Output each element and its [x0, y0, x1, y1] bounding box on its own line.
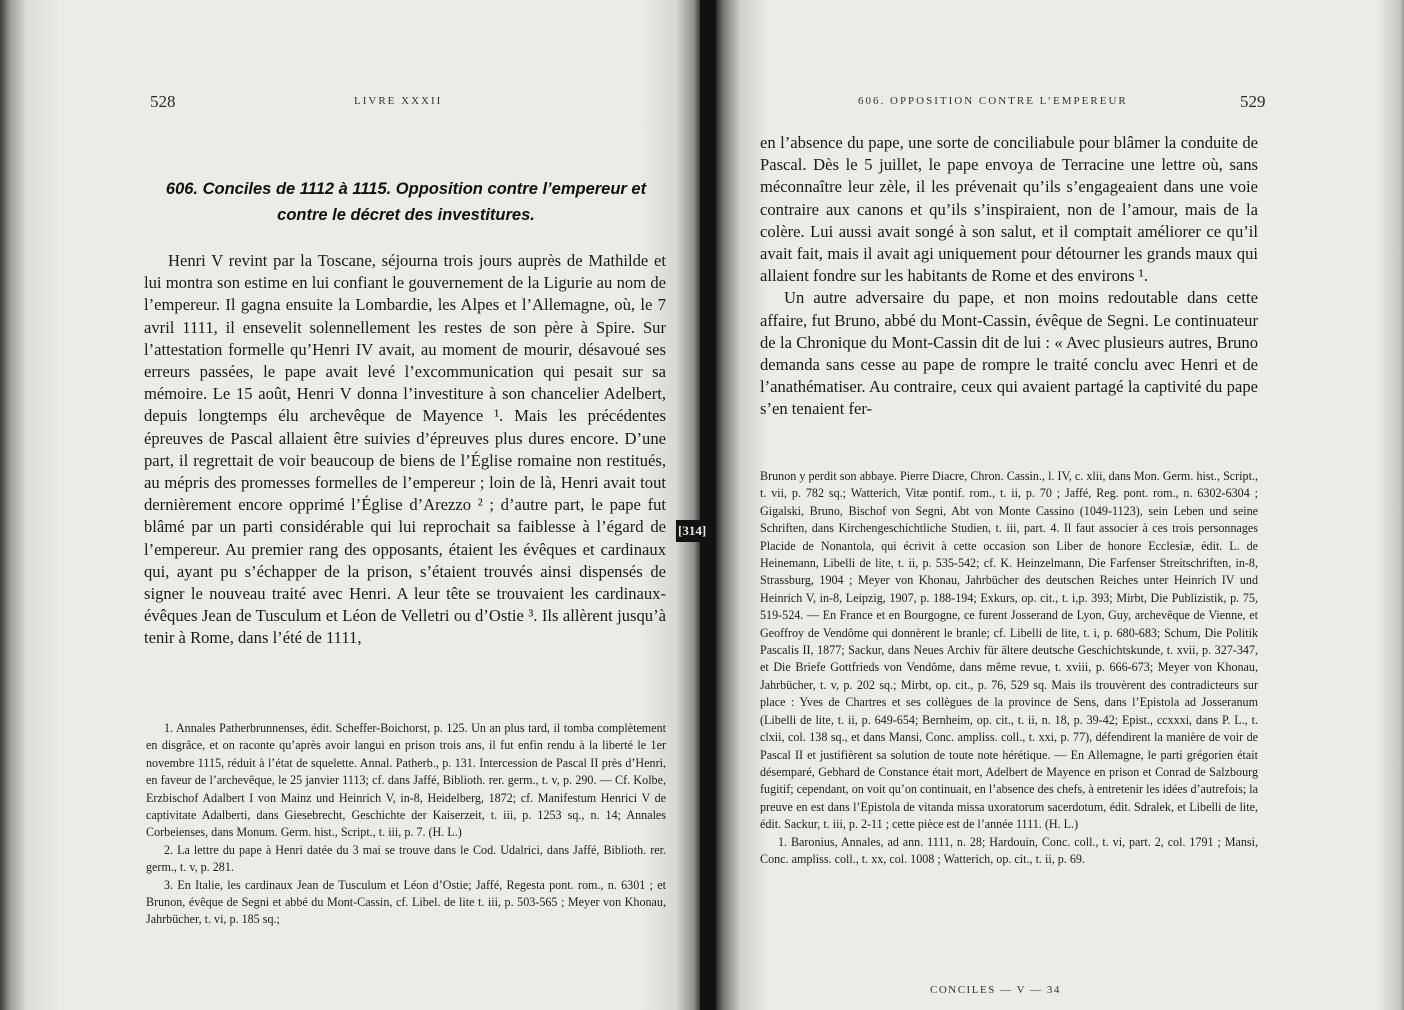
- footnote: Brunon y perdit son abbaye. Pierre Diacre, Chron. Cassin., l. IV, c. xlii, dans Mon. Germ. hist., Script., t. vii, p. 782 sq.; Watterich, Vitæ pontif. rom., t. ii, p. 70 ; Jaffé, Reg. pont. rom., n. 6302-6304 ; Gigalski, Bruno, Bischof von Segni, Abt von Monte Cassino (1049-1123), sein Leben und seine Schriften, dans Kirchengeschichtliche Studien, t. iii, part. 4. Il faut associer à ces trois personnages Placide de Nonantola, qui écrivit à cette occasion son Liber de honore Ecclesiæ, édit. L. de Heinemann, Libelli de lite, t. ii, p. 535-542; cf. K. Heinzelmann, Die Farfenser Streitschriften, in-8, Strassburg, 1904 ; Meyer von Khonau, Jahrbücher des deutschen Reiches unter Heinrich IV und Heinrich V, in-8, Leipzig, 1907, p. 188-194; Exkurs, op. cit., t. i,p. 393; Mirbt, Die Publizistik, p. 75, 519-524. — En France et en Bourgogne, ce furent Josserand de Lyon, Guy, archevêque de Vienne, et Geoffroy de Vendôme qui donnèrent le branle; cf. Libelli de lite, t. i, p. 680-683; Schum, Die Politik Pascalis II, 1877; Sackur, dans Neues Archiv für ältere deutsche Geschichtskunde, t. xvii, p. 327-347, et Die Briefe Gottfrieds von Vendôme, dans même revue, t. xviii, p. 666-673; Meyer von Khonau, Jahrbücher, t. v, p. 202 sq.; Mirbt, op. cit., p. 76, 529 sq. Mais ils trouvèrent des contradicteurs sur place : Yves de Chartres et ses collègues de la province de Sens, dans l’Epistola ad Josseranum (Libelli de lite, t. ii, p. 649-654; Bernheim, op. cit., t. ii, n. 18, p. 39-42; Epist., ccxxxi, dans P. L., t. clxii, col. 138 sq., et dans Mansi, Conc. ampliss. coll., t. xxi, p. 77), défendirent la manière de voir de Pascal II et justifièrent sa solution de toute note hérétique. — En Allemagne, le parti grégorien était désemparé, Gebhard de Constance était mort, Adelbert de Mayence en prison et Conrad de Salzbourg fugitif; cependant, on voit qu’on continuait, en l’absence des chefs, à entretenir les idées d’autrefois; la preuve en est dans l’Epistola de vitanda missa uxoratorum sacerdotum, édit. Sdralek, et Libelli de lite, édit. Sackur, t. iii, p. 2-11 ; cette pièce est de l’année 1111. (H. L.): [760, 469, 1258, 832]
- paragraph: Henri V revint par la Toscane, séjourna trois jours auprès de Mathilde et lui montra son estime en lui confiant le gouvernement de la Ligurie au nom de l’empereur. Il gagna ensuite la Lombardie, les Alpes et l’Allemagne, où, le 7 avril 1111, il ensevelit solennellement les restes de son père à Spire. Sur l’attestation formelle qu’Henri IV avait, au moment de mourir, désavoué ses erreurs passées, le pape avait levé l’excommunication qui pesait sur sa mémoire. Le 15 août, Henri V donna l’investiture à son chancelier Adelbert, depuis longtemps élu archevêque de Mayence ¹. Mais les précédentes épreuves de Pascal allaient être suivies d’épreuves plus dures encore. D’une part, il regrettait de voir beaucoup de biens de l’Église romaine non restitués, au mépris des promesses formelles de l’empereur ; loin de là, Henri avait tout dernièrement encore opprimé l’Église d’Arezzo ² ; d’autre part, le pape fut blâmé par un parti considérable qui lui reprochait sa faiblesse à l’égard de l’empereur. Au premier rang des opposants, étaient les évêques et cardinaux qui, ayant pu s’échapper de la prison, s’étaient trouvés ainsi dispensés de signer le nouveau traité avec Henri. A leur tête se trouvaient les cardinaux-évêques Jean de Tusculum et Léon de Velletri ou d’Ostie ³. Ils allèrent jusqu’à tenir à Rome, dans l’été de 1111,: [144, 251, 666, 648]
- page-number: 528: [150, 92, 176, 111]
- section-title: 606. Conciles de 1112 à 1115. Opposition contre l’empereur et contre le décret des investitures.: [165, 180, 647, 224]
- footnote: 1. Baronius, Annales, ad ann. 1111, n. 28; Hardouin, Conc. coll., t. vi, part. 2, col. 1791 ; Mansi, Conc. ampliss. coll., t. xx, col. 1008 ; Watterich, op. cit., t. ii, p. 69.: [760, 834, 1258, 866]
- paragraph: en l’absence du pape, une sorte de conciliabule pour blâmer la conduite de Pascal. Dès le 5 juillet, le pape envoya de Terracine une lettre où, sans méconnaître leur zèle, il les prévenait qu’ils s’engageaient dans une voie contraire aux canons et qu’ils s’inspiraient, non de l’amour, mais de la colère. Lui aussi avait songé à son salut, et il comptait améliorer ce qu’il avait fait, mais il avait agi uniquement pour détourner les grands maux qui allaient fondre sur les habitants de Rome et des environs ¹.: [760, 133, 1258, 286]
- left-page: [0, 0, 700, 1010]
- right-page: [716, 0, 1404, 1010]
- margin-page-marker: [314]: [676, 520, 708, 542]
- signature-mark: CONCILES — V — 34: [930, 984, 1061, 996]
- footnote: 1. Annales Patherbrunnenses, édit. Scheffer-Boichorst, p. 125. Un an plus tard, il tomba complètement en disgrâce, et on raconte qu’après avoir langui en prison trois ans, il fut enfin rendu à la liberté le 1er novembre 1115, réduit à l’état de squelette. Annal. Patherb., p. 131. Intercession de Pascal II près d’Henri, en faveur de l’archevêque, le 25 janvier 1113; cf. dans Jaffé, Biblioth. rer. germ., t. v, p. 290. — Cf. Kolbe, Erzbischof Adalbert I von Mainz und Heinrich V, in-8, Heidelberg, 1872; cf. Manifestum Henrici V de captivitate Adalberti, dans Giesebrecht, Geschichte der Kaiserzeit, t. iii, p. 1253 sq., n. 14; Annales Corbeienses, dans Monum. Germ. hist., Script., t. iii, p. 7. (H. L.): [146, 721, 666, 840]
- footnotes: [760, 468, 1258, 868]
- footnote: 3. En Italie, les cardinaux Jean de Tusculum et Léon d’Ostie; Jaffé, Regesta pont. rom., n. 6301 ; et Brunon, évêque de Segni et abbé du Mont-Cassin, cf. Libel. de lite t. iii, p. 503-565 ; Meyer von Khonau, Jahrbücher, t. vi, p. 185 sq.;: [146, 877, 666, 927]
- footnotes: [146, 720, 666, 929]
- book-gutter: [700, 0, 716, 1010]
- paragraph: Un autre adversaire du pape, et non moins redoutable dans cette affaire, fut Bruno, abbé du Mont-Cassin, évêque de Segni. Le continuateur de la Chronique du Mont-Cassin dit de lui : « Avec plusieurs autres, Bruno demanda sans cesse au pape de rompre le traité conclu avec Henri et de l’anathématiser. Au contraire, ceux qui avaient partagé la captivité du pape s’en tenaient fer-: [760, 288, 1258, 419]
- running-head: 606. OPPOSITION CONTRE L’EMPEREUR: [858, 95, 1128, 107]
- body-text: [760, 132, 1258, 421]
- footnote: 2. La lettre du pape à Henri datée du 3 mai se trouve dans le Cod. Udalrici, dans Jaffé, Biblioth. rer. germ., t. v, p. 281.: [146, 842, 666, 875]
- page-number: 529: [1240, 92, 1266, 111]
- running-head: LIVRE XXXII: [354, 95, 443, 107]
- body-text: [144, 250, 666, 650]
